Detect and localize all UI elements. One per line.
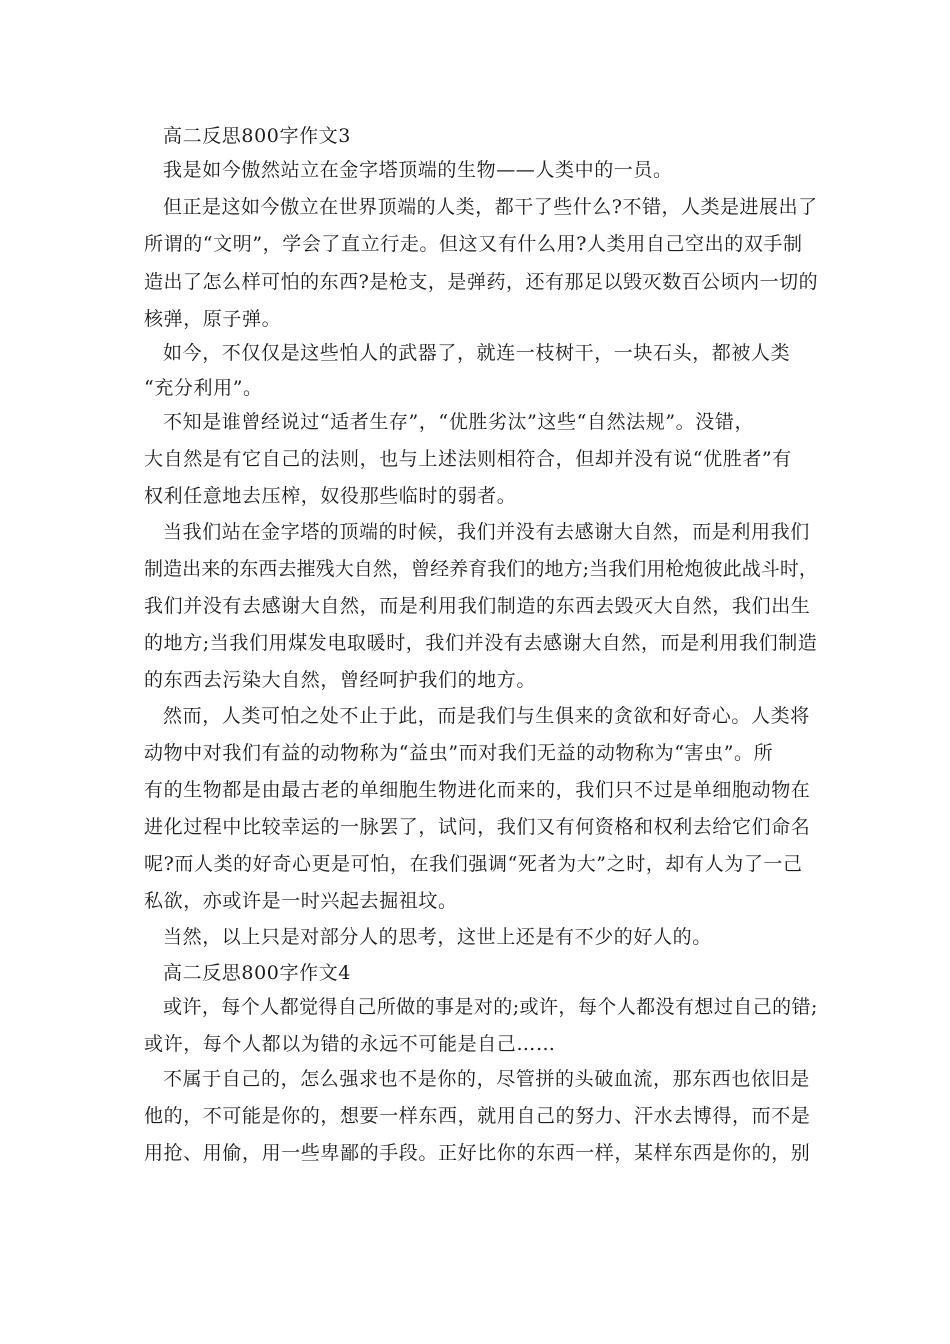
paragraph-line: 但正是这如今傲立在世界顶端的人类，都干了些什么?不错，人类是进展出了 bbox=[163, 196, 818, 218]
paragraph-line: 大自然是有它自己的法则，也与上述法则相符合，但却并没有说“优胜者”有 bbox=[144, 448, 792, 470]
paragraph-line: 或许，每个人都以为错的永远不可能是自己…… bbox=[144, 1033, 556, 1055]
paragraph-line: 如今，不仅仅是这些怕人的武器了，就连一枝树干，一块石头，都被人类 bbox=[163, 342, 791, 364]
paragraph-line: 我是如今傲然站立在金字塔顶端的生物——人类中的一员。 bbox=[163, 159, 673, 181]
paragraph-line: 核弹，原子弹。 bbox=[144, 308, 282, 330]
paragraph-line: 或许，每个人都觉得自己所做的事是对的;或许，每个人都没有想过自己的错; bbox=[163, 996, 818, 1018]
paragraph-line: 有的生物都是由最古老的单细胞生物进化而来的，我们只不过是单细胞动物在 bbox=[144, 779, 811, 801]
paragraph-line: 动物中对我们有益的动物称为“益虫”而对我们无益的动物称为“害虫”。所 bbox=[144, 742, 774, 764]
paragraph-line: 当然，以上只是对部分人的思考，这世上还是有不少的好人的。 bbox=[163, 926, 712, 948]
paragraph-line: 不知是谁曾经说过“适者生存”，“优胜劣汰”这些“自然法规”。没错， bbox=[163, 411, 755, 433]
paragraph-line: 的东西去污染大自然，曾经呵护我们的地方。 bbox=[144, 669, 537, 691]
paragraph-line: “充分利用”。 bbox=[144, 377, 263, 399]
essay-title-3: 高二反思800字作文3 bbox=[163, 125, 351, 147]
paragraph-line: 当我们站在金字塔的顶端的时候，我们并没有去感谢大自然，而是利用我们 bbox=[163, 521, 810, 543]
paragraph-line: 进化过程中比较幸运的一脉罢了，试问，我们又有何资格和权利去给它们命名 bbox=[144, 816, 811, 838]
paragraph-line: 私欲，亦或许是一时兴起去掘祖坟。 bbox=[144, 890, 458, 912]
paragraph-line: 用抢、用偷，用一些卑鄙的手段。正好比你的东西一样，某样东西是你的，别 bbox=[144, 1142, 811, 1164]
paragraph-line: 的地方;当我们用煤发电取暖时，我们并没有去感谢大自然，而是利用我们制造 bbox=[144, 632, 818, 654]
paragraph-line: 制造出来的东西去摧残大自然，曾经养育我们的地方;当我们用枪炮彼此战斗时， bbox=[144, 558, 819, 580]
paragraph-line: 所谓的“文明”，学会了直立行走。但这又有什么用?人类用自己空出的双手制 bbox=[144, 233, 803, 255]
paragraph-line: 他的，不可能是你的，想要一样东西，就用自己的努力、汗水去博得，而不是 bbox=[144, 1105, 811, 1127]
paragraph-line: 我们并没有去感谢大自然，而是利用我们制造的东西去毁灭大自然，我们出生 bbox=[144, 595, 811, 617]
paragraph-line: 不属于自己的，怎么强求也不是你的，尽管拼的头破血流，那东西也依旧是 bbox=[163, 1068, 810, 1090]
paragraph-line: 权利任意地去压榨，奴役那些临时的弱者。 bbox=[144, 485, 517, 507]
paragraph-line: 呢?而人类的好奇心更是可怕，在我们强调“死者为大”之时，却有人为了一己 bbox=[144, 853, 803, 875]
paragraph-line: 然而，人类可怕之处不止于此，而是我们与生俱来的贪欲和好奇心。人类将 bbox=[163, 705, 810, 727]
paragraph-line: 造出了怎么样可怕的东西?是枪支，是弹药，还有那足以毁灭数百公顷内一切的 bbox=[144, 271, 819, 293]
essay-title-4: 高二反思800字作文4 bbox=[163, 962, 351, 984]
